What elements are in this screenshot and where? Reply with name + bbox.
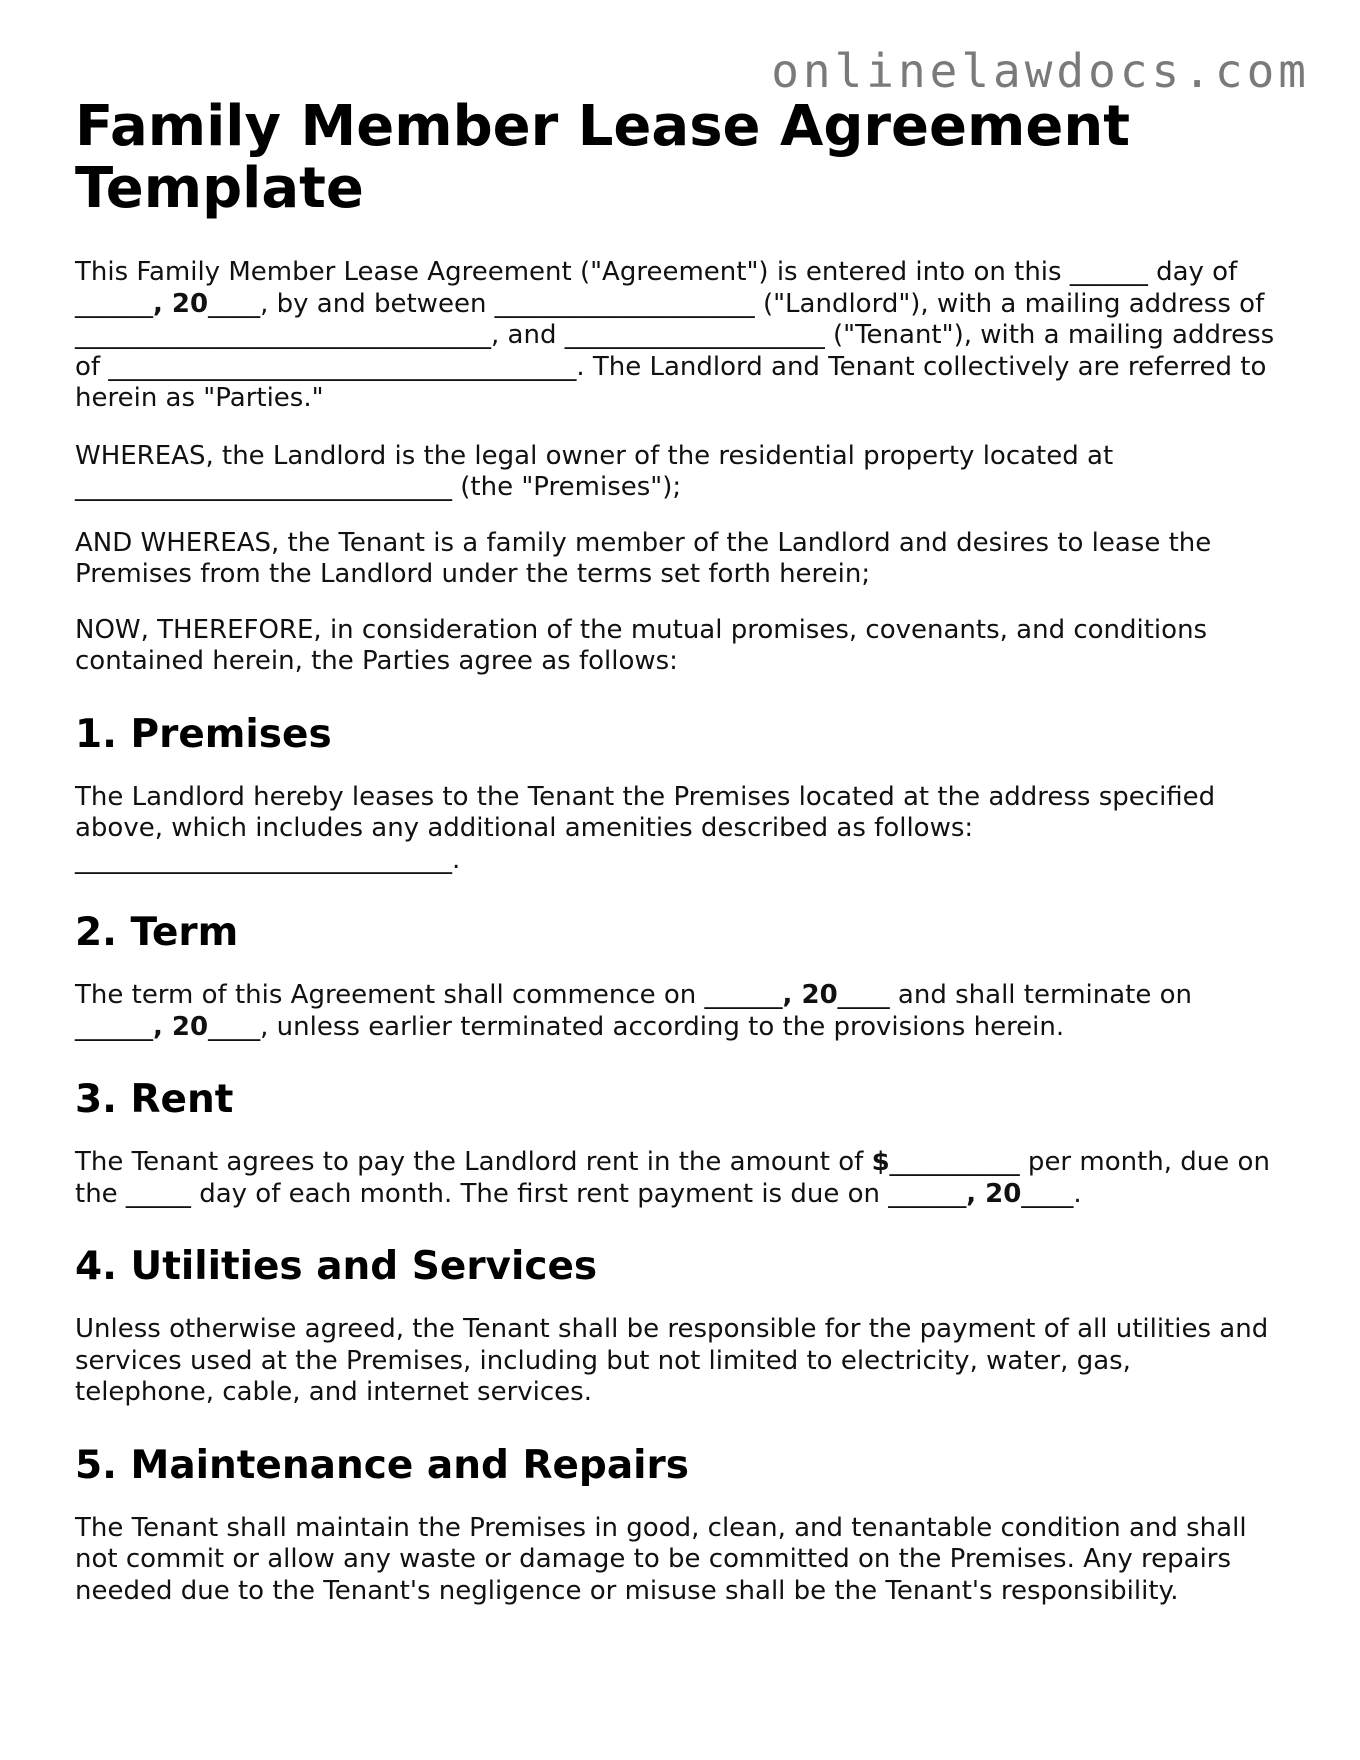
section-text-term: The term of this Agreement shall commence on ______, 20____ and shall terminate on ______, 20____, unless earlier terminated according to the provisions herein. xyxy=(75,980,1193,1042)
section-text-rent: The Tenant agrees to pay the Landlord rent in the amount of $__________ per month, due on the _____ day of each month. The first rent payment is due on ______, 20____. xyxy=(75,1147,1270,1209)
section-heading-maintenance: 5. Maintenance and Repairs xyxy=(75,1442,689,1488)
whereas-paragraph: WHEREAS, the Landlord is the legal owner of the residential property located at _____________________________ (the "Premises"); xyxy=(75,440,1114,502)
section-heading-utilities: 4. Utilities and Services xyxy=(75,1244,598,1289)
document-title: Family Member Lease Agreement Template xyxy=(75,94,1130,221)
now-therefore-paragraph: NOW, THEREFORE, in consideration of the mutual promises, covenants, and conditions contained herein, the Parties agree as follows: xyxy=(75,614,1208,676)
and-whereas-paragraph: AND WHEREAS, the Tenant is a family member of the Landlord and desires to lease the Premises from the Landlord under the terms set forth herein; xyxy=(75,527,1212,589)
section-text-utilities: Unless otherwise agreed, the Tenant shall be responsible for the payment of all utilities and services used at the Premises, including but not limited to electricity, water, gas, telephone, cable, and internet services. xyxy=(75,1314,1269,1407)
intro-paragraph: This Family Member Lease Agreement ("Agreement") is entered into on this ______ day of ______, 20____, by and between ____________________ ("Landlord"), with a mailing address of ________________________________, and ____________________ ("Tenant"), with a mailing address of ____________________________________. The Landlord and Tenant collectively are referred to herein as "Parties." xyxy=(75,257,1275,413)
section-heading-term: 2. Term xyxy=(75,910,239,955)
document-page xyxy=(75,96,1275,1631)
section-heading-premises: 1. Premises xyxy=(75,711,332,757)
section-text-maintenance: The Tenant shall maintain the Premises in good, clean, and tenantable condition and shall not commit or allow any waste or damage to be committed on the Premises. Any repairs needed due to the Tenant's negligence or misuse shall be the Tenant's responsibility. xyxy=(75,1512,1247,1606)
section-text-premises: The Landlord hereby leases to the Tenant the Premises located at the address specified above, which includes any additional amenities described as follows: _____________________________. xyxy=(75,781,1216,875)
section-heading-rent: 3. Rent xyxy=(75,1077,234,1122)
watermark-text: onlinelawdocs.com xyxy=(771,44,1310,98)
